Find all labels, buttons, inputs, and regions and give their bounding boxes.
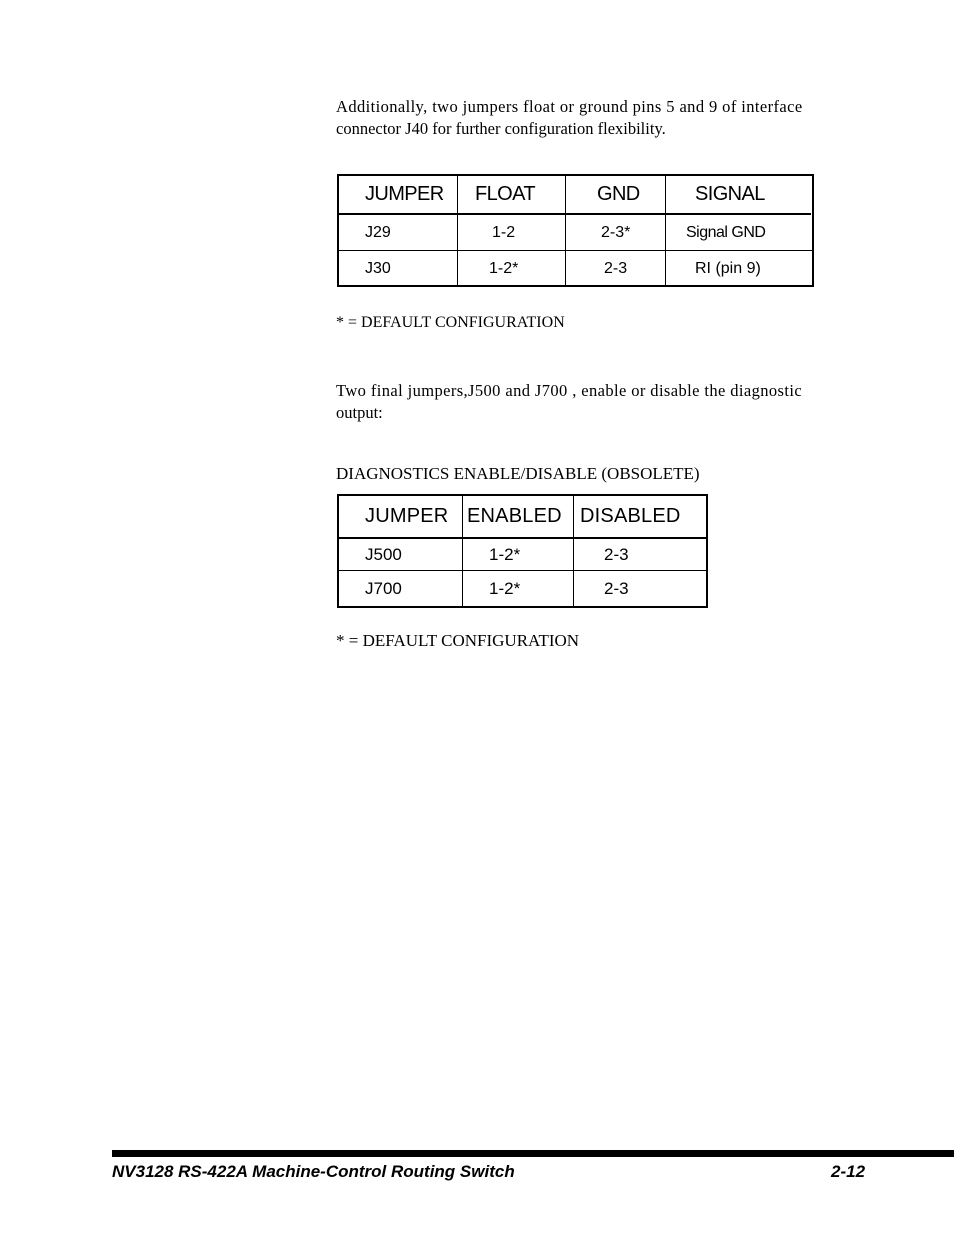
intro-paragraph — [336, 96, 876, 140]
footer-title: NV3128 RS-422A Machine-Control Routing Switch — [112, 1162, 515, 1181]
header-float: FLOAT — [475, 183, 535, 205]
cell-jumper: J700 — [365, 579, 402, 598]
diagnostics-heading: DIAGNOSTICS ENABLE/DISABLE (OBSOLETE) — [336, 464, 700, 483]
footer-rule — [112, 1150, 954, 1157]
table-header-row — [339, 496, 706, 537]
cell-gnd: 2-3 — [604, 260, 628, 277]
footer-page-number: 2-12 — [831, 1162, 866, 1181]
default-config-note-2: * = DEFAULT CONFIGURATION — [336, 631, 580, 650]
header-enabled: ENABLED — [467, 505, 562, 527]
cell-signal: RI (pin 9) — [695, 260, 761, 277]
cell-disabled: 2-3 — [604, 579, 629, 598]
diagnostic-line-2: output: — [336, 403, 383, 422]
table-row — [339, 215, 812, 250]
cell-float: 1-2 — [492, 223, 516, 241]
header-jumper: JUMPER — [365, 505, 449, 527]
cell-signal: Signal GND — [686, 223, 766, 241]
table-row — [339, 571, 706, 607]
header-signal: SIGNAL — [695, 183, 765, 205]
diagnostic-paragraph — [336, 380, 876, 424]
diagnostics-table — [337, 494, 708, 608]
cell-jumper: J30 — [365, 260, 391, 277]
table-header-row — [339, 176, 812, 213]
table-row — [339, 539, 706, 570]
intro-line-2: connector J40 for further configuration flexibility. — [336, 119, 666, 138]
cell-gnd: 2-3* — [601, 223, 631, 241]
header-disabled: DISABLED — [580, 505, 681, 527]
cell-jumper: J500 — [365, 544, 402, 564]
float-ground-table — [337, 174, 814, 287]
cell-float: 1-2* — [489, 260, 519, 277]
cell-disabled: 2-3 — [604, 544, 629, 564]
diagnostic-line-1: Two final jumpers,J500 and J700 , enable or disable the diagnostic — [336, 381, 803, 400]
cell-enabled: 1-2* — [489, 544, 521, 564]
header-jumper: JUMPER — [365, 183, 444, 205]
cell-enabled: 1-2* — [489, 579, 521, 598]
cell-jumper: J29 — [365, 223, 391, 241]
table-row — [339, 251, 812, 287]
intro-line-1: Additionally, two jumpers float or ground pins 5 and 9 of interface — [336, 97, 803, 116]
header-gnd: GND — [597, 183, 640, 205]
default-config-note: * = DEFAULT CONFIGURATION — [336, 314, 565, 331]
